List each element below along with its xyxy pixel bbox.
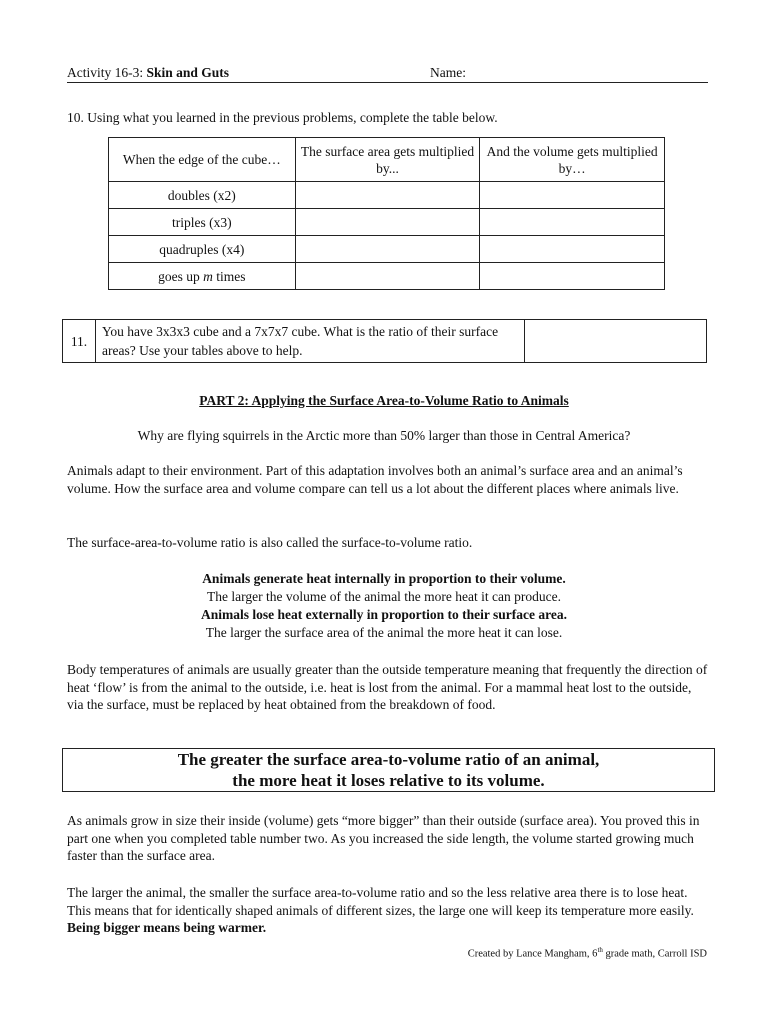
heat-principle-surface-explain: The larger the surface area of the animal the more heat it can lose. xyxy=(205,625,563,640)
paragraph-body-temperature: Body temperatures of animals are usually greater than the outside temperature meaning that frequently the direction of heat ‘flow’ is from the animal to the outside, i.e. heat is lost from the animal. For a mammal heat lost to the outside, via the surface, must be replaced by heat obtained from the breakdown of food. xyxy=(67,662,708,712)
heat-principle-surface: Animals lose heat externally in proportion to their surface area. xyxy=(201,607,567,622)
cube-scaling-table xyxy=(108,137,665,290)
column-header-surface: The surface area gets multiplied by... xyxy=(295,138,480,182)
table-row xyxy=(63,320,707,363)
column-header-edge: When the edge of the cube… xyxy=(109,138,296,182)
row-label: goes up m times xyxy=(109,263,296,290)
footer-credit: Created by Lance Mangham, 6th grade math, Carroll ISD xyxy=(467,946,707,960)
table-row xyxy=(109,263,665,290)
key-idea-line-1: The greater the surface area-to-volume ratio of an animal, xyxy=(177,750,600,769)
question-11-table xyxy=(62,319,707,363)
key-idea-line-2: the more heat it loses relative to its volume. xyxy=(232,771,545,790)
paragraph-ratio-name: The surface-area-to-volume ratio is also called the surface-to-volume ratio. xyxy=(67,535,473,550)
part2-title: PART 2: Applying the Surface Area-to-Volume Ratio to Animals xyxy=(199,393,569,408)
question-11-text: You have 3x3x3 cube and a 7x7x7 cube. What is the ratio of their surface areas? Use your tables above to help. xyxy=(96,320,525,363)
heat-principles-block xyxy=(0,570,768,642)
key-idea-box xyxy=(62,748,715,792)
paragraph-growth: As animals grow in size their inside (volume) gets “more bigger” than their outside (surface area). You proved this in part one when you completed table number two. As you increased the side length, the volume started growing much faster than the surface area. xyxy=(67,813,700,863)
column-header-volume: And the volume gets multiplied by… xyxy=(480,138,665,182)
heat-principle-volume-explain: The larger the volume of the animal the more heat it can produce. xyxy=(207,589,561,604)
table-row xyxy=(109,236,665,263)
row-label: quadruples (x4) xyxy=(109,236,296,263)
flying-squirrel-question: Why are flying squirrels in the Arctic more than 50% larger than those in Central America? xyxy=(137,428,631,443)
volume-answer-cell[interactable] xyxy=(480,236,665,263)
volume-answer-cell[interactable] xyxy=(480,209,665,236)
question-11-answer-cell[interactable] xyxy=(525,320,707,363)
paragraph-larger-animal: The larger the animal, the smaller the surface area-to-volume ratio and so the less relative area there is to lose heat. This means that for identically shaped animals of different sizes, the large one will keep its temperature more easily. Being bigger means being warmer. xyxy=(67,885,694,935)
volume-answer-cell[interactable] xyxy=(480,263,665,290)
paragraph-adaptation: Animals adapt to their environment. Part of this adaptation involves both an animal’s surface area and an animal’s volume. How the surface area and volume compare can tell us a lot about the different places where animals live. xyxy=(67,463,683,496)
volume-answer-cell[interactable] xyxy=(480,182,665,209)
table-row xyxy=(109,209,665,236)
activity-title: Activity 16-3: Skin and Guts xyxy=(67,65,230,80)
row-label: doubles (x2) xyxy=(109,182,296,209)
question-10-prompt: 10. Using what you learned in the previous problems, complete the table below. xyxy=(67,110,498,125)
surface-answer-cell[interactable] xyxy=(295,182,480,209)
page-header xyxy=(67,62,708,83)
row-label: triples (x3) xyxy=(109,209,296,236)
table-header-row xyxy=(109,138,665,182)
table-row xyxy=(109,182,665,209)
surface-answer-cell[interactable] xyxy=(295,236,480,263)
surface-answer-cell[interactable] xyxy=(295,209,480,236)
name-label: Name: xyxy=(430,65,466,80)
question-11-number: 11. xyxy=(63,320,96,363)
heat-principle-volume: Animals generate heat internally in proportion to their volume. xyxy=(202,571,566,586)
surface-answer-cell[interactable] xyxy=(295,263,480,290)
bigger-warmer-emphasis: Being bigger means being warmer. xyxy=(67,920,267,935)
